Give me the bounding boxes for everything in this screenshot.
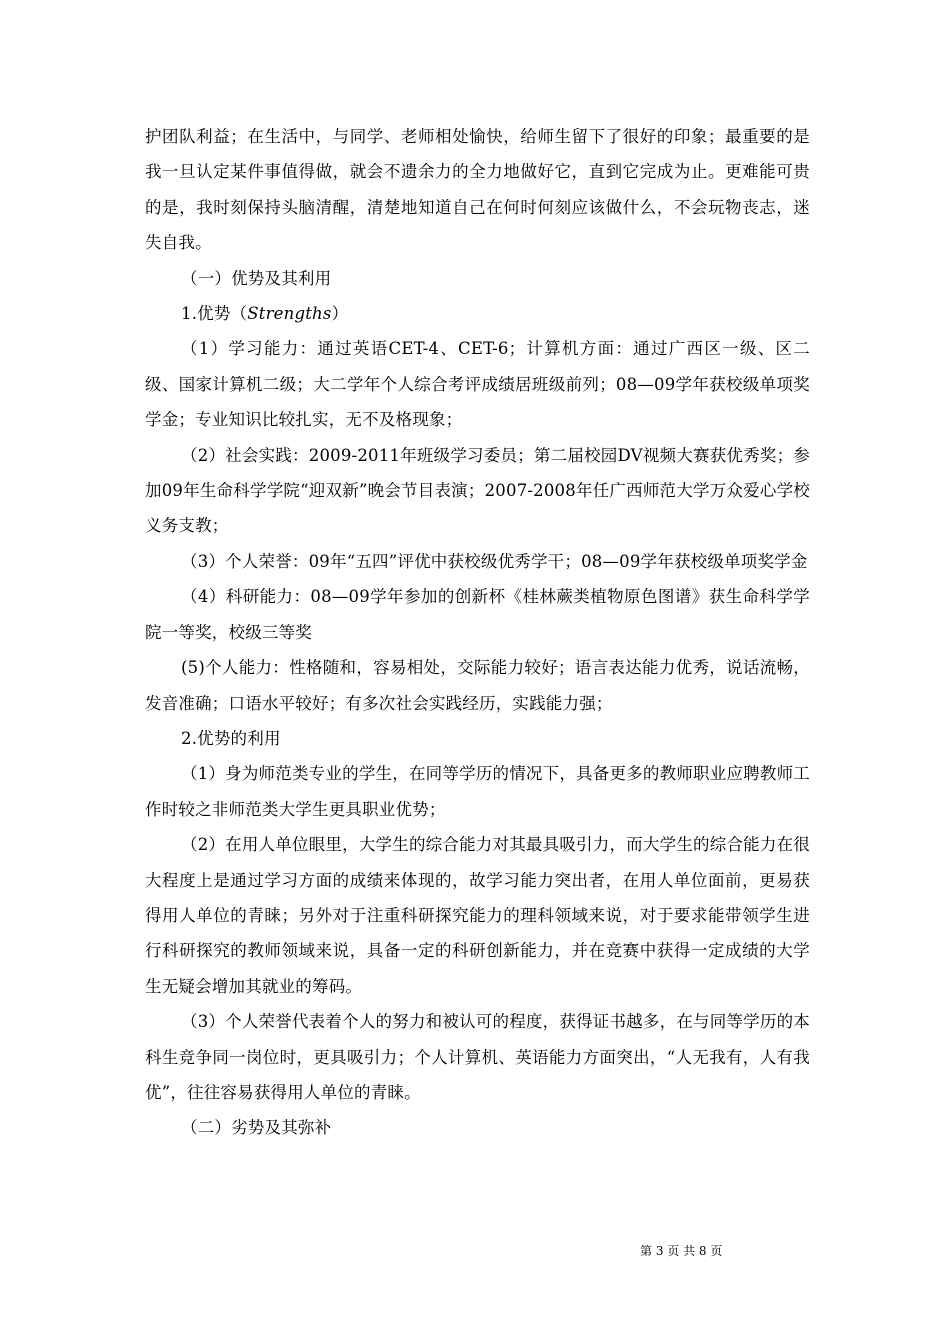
subheading-strengths-prefix: 1.优势（ <box>181 304 248 324</box>
paragraph-personal-honors: （3）个人荣誉：09年“五四”评优中获校级优秀学干；08—09学年获校级单项奖学金 <box>181 551 808 571</box>
paragraph-learning-ability: （1）学习能力：通过英语CET-4、CET-6；计算机方面：通过广西区一级、区二级、国家计算机二级；大二学年个人综合考评成绩居班级前列；08—09学年获校级单项奖学金；专业知识比较扎实，无不及格现象； <box>145 339 810 430</box>
paragraph-continuation: 护团队利益；在生活中，与同学、老师相处愉快，给师生留下了很好的印象；最重要的是我一旦认定某件事值得做，就会不遗余力的全力地做好它，直到它完成为止。更难能可贵的是，我时刻保持头脑清醒，清楚地知道自己在何时何刻应该做什么，不会玩物丧志，迷失自我。 <box>145 127 810 253</box>
section-heading-strengths-use: （一）优势及其利用 <box>181 268 332 288</box>
paragraph-personal-ability: (5)个人能力：性格随和，容易相处，交际能力较好；语言表达能力优秀，说话流畅，发音准确；口语水平较好；有多次社会实践经历，实践能力强； <box>145 658 810 713</box>
paragraph-research-ability: （4）科研能力：08—09学年参加的创新杯《桂林蕨类植物原色图谱》获生命科学学院一等奖，校级三等奖 <box>145 587 810 642</box>
paragraph-use-2: （2）在用人单位眼里，大学生的综合能力对其最具吸引力，而大学生的综合能力在很大程度上是通过学习方面的成绩来体现的，故学习能力突出者，在用人单位面前，更易获得用人单位的青睐；另外对于注重科研探究能力的理科领域来说，对于要求能带领学生进行科研探究的教师领域来说，具备一定的科研创新能力，并在竞赛中获得一定成绩的大学生无疑会增加其就业的筹码。 <box>145 835 810 996</box>
paragraph-social-practice: （2）社会实践：2009-2011年班级学习委员；第二届校园DV视频大赛获优秀奖；参加09年生命科学学院“迎双新”晚会节目表演；2007-2008年任广西师范大学万众爱心学校义务支教； <box>145 445 810 536</box>
document-body <box>145 119 810 1146</box>
section-heading-weaknesses: （二）劣势及其弥补 <box>181 1118 332 1138</box>
subheading-strengths-suffix: ） <box>331 304 349 324</box>
page-number-footer: 第 3 页 共 8 页 <box>640 1244 723 1258</box>
paragraph-use-1: （1）身为师范类专业的学生，在同等学历的情况下，具备更多的教师职业应聘教师工作时较之非师范类大学生更具职业优势； <box>145 764 810 819</box>
subheading-strengths <box>145 296 810 331</box>
subheading-strengths-use: 2.优势的利用 <box>181 728 281 748</box>
subheading-strengths-english: Strengths <box>247 304 332 324</box>
paragraph-use-3: （3）个人荣誉代表着个人的努力和被认可的程度，获得证书越多，在与同等学历的本科生竞争同一岗位时，更具吸引力；个人计算机、英语能力方面突出，“人无我有，人有我优”，往往容易获得用人单位的青睐。 <box>145 1012 810 1102</box>
